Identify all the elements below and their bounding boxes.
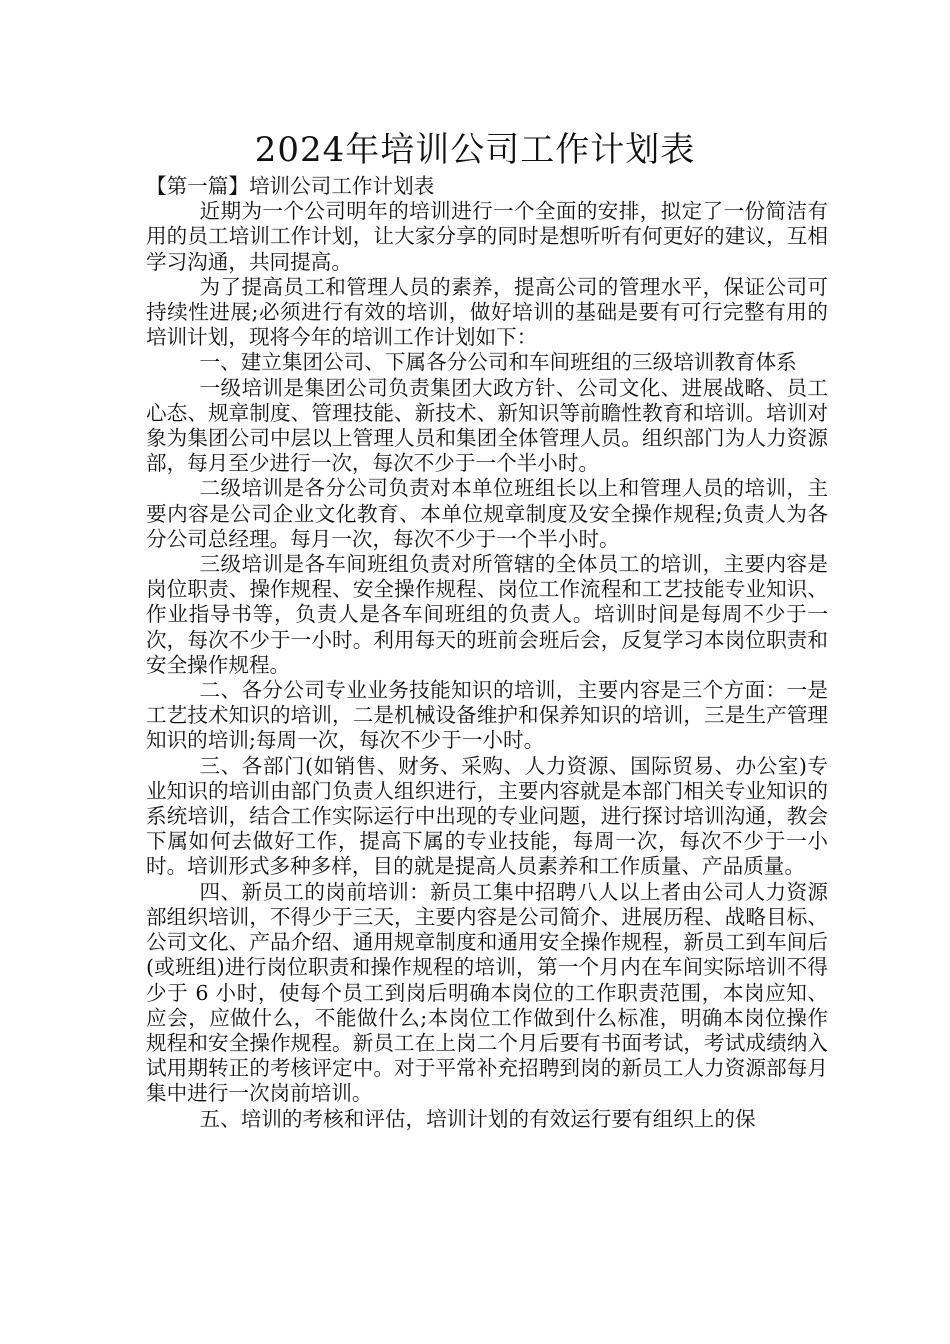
paragraph-level-3-training: 三级培训是各车间班组负责对所管辖的全体员工的培训，主要内容是岗位职责、操作规程、安全操作规程、岗位工作流程和工艺技能专业知识、作业指导书等，负责人是各车间班组的负责人。培训时间是每周不少于一次，每次不少于一小时。利用每天的班前会班后会，反复学习本岗位职责和安全操作规程。 [146,552,828,677]
paragraph-heading-2: 二、各分公司专业业务技能知识的培训，主要内容是三个方面：一是工艺技术知识的培训，二是机械设备维护和保养知识的培训，三是生产管理知识的培训;每周一次，每次不少于一小时。 [146,678,828,753]
paragraph-purpose: 为了提高员工和管理人员的素养，提高公司的管理水平，保证公司可持续性进展;必须进行有效的培训，做好培训的基础是要有可行完整有用的培训计划，现将今年的培训工作计划如下： [146,274,828,350]
paragraph-heading-1: 一、建立集团公司、下属各分公司和车间班组的三级培训教育体系 [199,350,797,375]
paragraph-heading-5: 五、培训的考核和评估，培训计划的有效运行要有组织上的保 [199,1106,756,1131]
document-body [146,174,828,1132]
section-heading: 【第一篇】培训公司工作计划表 [146,174,435,198]
paragraph-intro: 近期为一个公司明年的培训进行一个全面的安排，拟定了一份简洁有用的员工培训工作计划，让大家分享的同时是想听听有何更好的建议，互相学习沟通，共同提高。 [146,199,828,274]
document-title: 2024年培训公司工作计划表 [254,130,696,170]
paragraph-heading-4: 四、新员工的岗前培训：新员工集中招聘八人以上者由公司人力资源部组织培训，不得少于三天，主要内容是公司简介、进展历程、战略目标、公司文化、产品介绍、通用规章制度和通用安全操作规程，新员工到车间后(或班组)进行岗位职责和操作规程的培训，第一个月内在车间实际培训不得少于 6 小时，使每个员工到岗后明确本岗位的工作职责范围，本岗应知、应会，应做什么，不能做什么;本岗位工作做到什么标准，明确本岗位操作规程和安全操作规程。新员工在上岗二个月后要有书面考试，考试成绩纳入试用期转正的考核评定中。对于平常补充招聘到岗的新员工人力资源部每月集中进行一次岗前培训。 [146,879,828,1106]
paragraph-level-2-training: 二级培训是各分公司负责对本单位班组长以上和管理人员的培训，主要内容是公司企业文化教育、本单位规章制度及安全操作规程;负责人为各分公司总经理。每月一次，每次不少于一个半小时。 [146,476,828,551]
paragraph-heading-3: 三、各部门(如销售、财务、采购、人力资源、国际贸易、办公室)专业知识的培训由部门负责人组织进行，主要内容就是本部门相关专业知识的系统培训，结合工作实际运行中出现的专业问题，进行探讨培训沟通，教会下属如何去做好工作，提高下属的专业技能，每周一次，每次不少于一小时。培训形式多种多样，目的就是提高人员素养和工作质量、产品质量。 [146,753,828,879]
paragraph-level-1-training: 一级培训是集团公司负责集团大政方针、公司文化、进展战略、员工心态、规章制度、管理技能、新技术、新知识等前瞻性教育和培训。培训对象为集团公司中层以上管理人员和集团全体管理人员。组织部门为人力资源部，每月至少进行一次，每次不少于一个半小时。 [146,375,828,476]
